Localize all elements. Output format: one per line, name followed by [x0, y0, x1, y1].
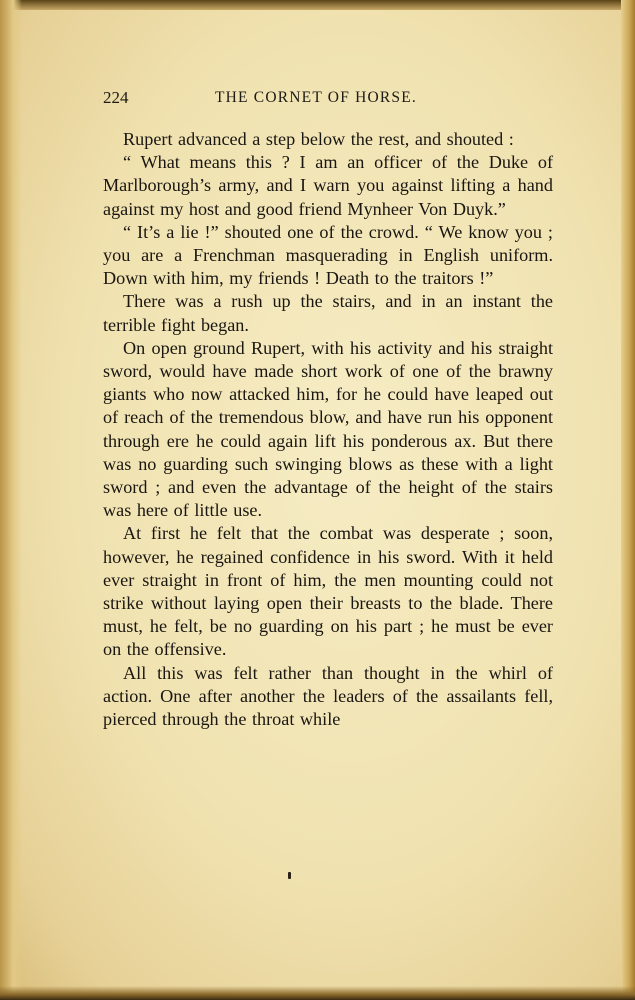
- paragraph: There was a rush up the stairs, and in an instant the terrible fight began.: [103, 291, 553, 335]
- paragraph: “ What means this ? I am an officer of the Duke of Marlborough’s army, and I warn you against lifting a hand against my host and good friend Mynheer Von Duyk.”: [103, 152, 553, 219]
- running-head: THE CORNET OF HORSE.: [215, 89, 417, 106]
- page-right-edge: [621, 0, 635, 1000]
- ink-speck: [288, 872, 291, 879]
- page-gutter-shadow: [0, 0, 22, 1000]
- page-header: [103, 88, 545, 110]
- body-text: [103, 128, 553, 731]
- paragraph: On open ground Rupert, with his activity and his straight sword, would have made short work of one of the brawny giants who now attacked him, for he could have leaped out of reach of the tremendous blow, and have run his opponent through ere he could again lift his ponderous ax. But there was no guarding such swinging blows as these with a light sword ; and even the advantage of the height of the stairs was here of little use.: [103, 337, 553, 521]
- page-bottom-edge: [0, 986, 635, 1000]
- paragraph: All this was felt rather than thought in the whirl of action. One after another the leaders of the assailants fell, pierced through the throat while: [103, 662, 553, 730]
- paragraph: Rupert advanced a step below the rest, and shouted :: [123, 129, 514, 149]
- page-number: 224: [103, 88, 129, 107]
- paragraph: At first he felt that the combat was desperate ; soon, however, he regained confidence in his sword. With it held ever straight in front of him, the men mounting could not strike without laying open their breasts to the blade. There must, he felt, be no guarding on his part ; he must be ever on the offensive.: [103, 523, 553, 660]
- page-top-edge: [0, 0, 635, 10]
- paragraph: “ It’s a lie !” shouted one of the crowd. “ We know you ; you are a Frenchman masquerading in English uniform. Down with him, my friends ! Death to the traitors !”: [103, 221, 553, 289]
